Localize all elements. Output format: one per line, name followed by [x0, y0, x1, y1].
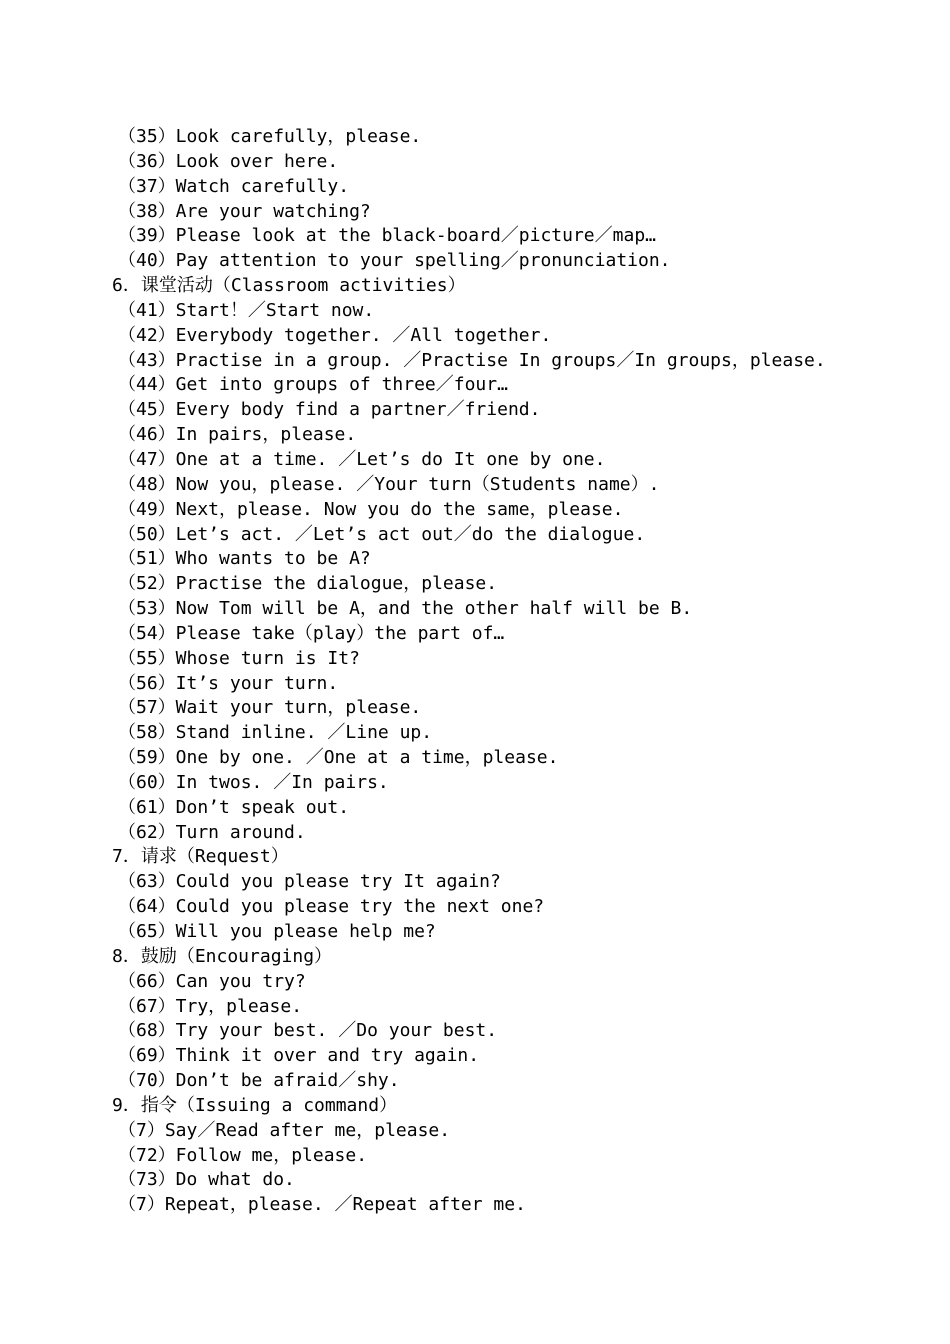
- phrase-item: （37）Watch carefully.: [118, 175, 350, 197]
- phrase-item: （61）Don’t speak out.: [118, 796, 350, 818]
- section-heading: 8．鼓励（Encouraging）: [112, 945, 333, 967]
- phrase-item: （54）Please take（play）the part of…: [118, 622, 505, 644]
- phrase-item: （68）Try your best. ／Do your best.: [118, 1020, 498, 1042]
- section-heading: 9．指令（Issuing a command）: [112, 1094, 398, 1116]
- section-heading: 6．课堂活动（Classroom activities）: [112, 275, 466, 297]
- phrase-item: （57）Wait your turn，please.: [118, 697, 422, 719]
- phrase-item: （56）It’s your turn.: [118, 672, 339, 694]
- phrase-item: （51）Who wants to be A?: [118, 548, 371, 570]
- phrase-item: （58）Stand inline. ／Line up.: [118, 722, 433, 744]
- phrase-item: （73）Do what do.: [118, 1169, 295, 1191]
- phrase-item: （59）One by one. ／One at a time，please.: [118, 747, 559, 769]
- phrase-item: （36）Look over here.: [118, 150, 339, 172]
- phrase-item: （65）Will you please help me?: [118, 921, 436, 942]
- phrase-item: （44）Get into groups of three／four…: [118, 374, 508, 396]
- phrase-item: （42）Everybody together. ／All together.: [118, 324, 552, 346]
- phrase-item: （41）Start！／Start now.: [118, 299, 375, 321]
- section-heading: 7．请求（Request）: [112, 846, 289, 868]
- phrase-item: （7）Repeat，please. ／Repeat after me.: [118, 1194, 526, 1216]
- phrase-item: （39）Please look at the black-board／picture／map…: [118, 225, 656, 247]
- phrase-item: （64）Could you please try the next one?: [118, 896, 545, 918]
- phrase-item: （38）Are your watching?: [118, 200, 371, 222]
- phrase-item: （60）In twos. ／In pairs.: [118, 771, 389, 793]
- phrase-item: （62）Turn around.: [118, 821, 306, 843]
- phrase-item: （43）Practise in a group. ／Practise In groups／In groups，please.: [118, 349, 826, 371]
- phrase-item: （7）Say／Read after me，please.: [118, 1119, 451, 1141]
- phrase-item: （46）In pairs，please.: [118, 424, 357, 446]
- phrase-item: （35）Look carefully，please.: [118, 126, 422, 147]
- phrase-item: （72）Follow me，please.: [118, 1144, 368, 1166]
- phrase-item: （40）Pay attention to your spelling／pronunciation.: [118, 250, 671, 272]
- phrase-item: （66）Can you try?: [118, 970, 306, 992]
- phrase-item: （50）Let’s act. ／Let’s act out／do the dialogue.: [118, 523, 646, 545]
- phrase-item: （53）Now Tom will be A，and the other half will be B.: [118, 598, 693, 620]
- phrase-item: （52）Practise the dialogue，please.: [118, 573, 498, 595]
- phrase-item: （47）One at a time. ／Let’s do It one by one.: [118, 448, 606, 470]
- classroom-phrases-list: [112, 125, 912, 1218]
- phrase-item: （69）Think it over and try again.: [118, 1045, 480, 1067]
- phrase-item: （63）Could you please try It again?: [118, 871, 501, 893]
- phrase-item: （48）Now you，please. ／Your turn（Students name）.: [118, 473, 660, 495]
- phrase-item: （45）Every body find a partner／friend.: [118, 399, 541, 421]
- phrase-item: （49）Next，please. Now you do the same，please.: [118, 498, 624, 520]
- phrase-item: （67）Try，please.: [118, 995, 303, 1017]
- phrase-item: （55）Whose turn is It?: [118, 647, 360, 669]
- phrase-item: （70）Don’t be afraid／shy.: [118, 1070, 400, 1092]
